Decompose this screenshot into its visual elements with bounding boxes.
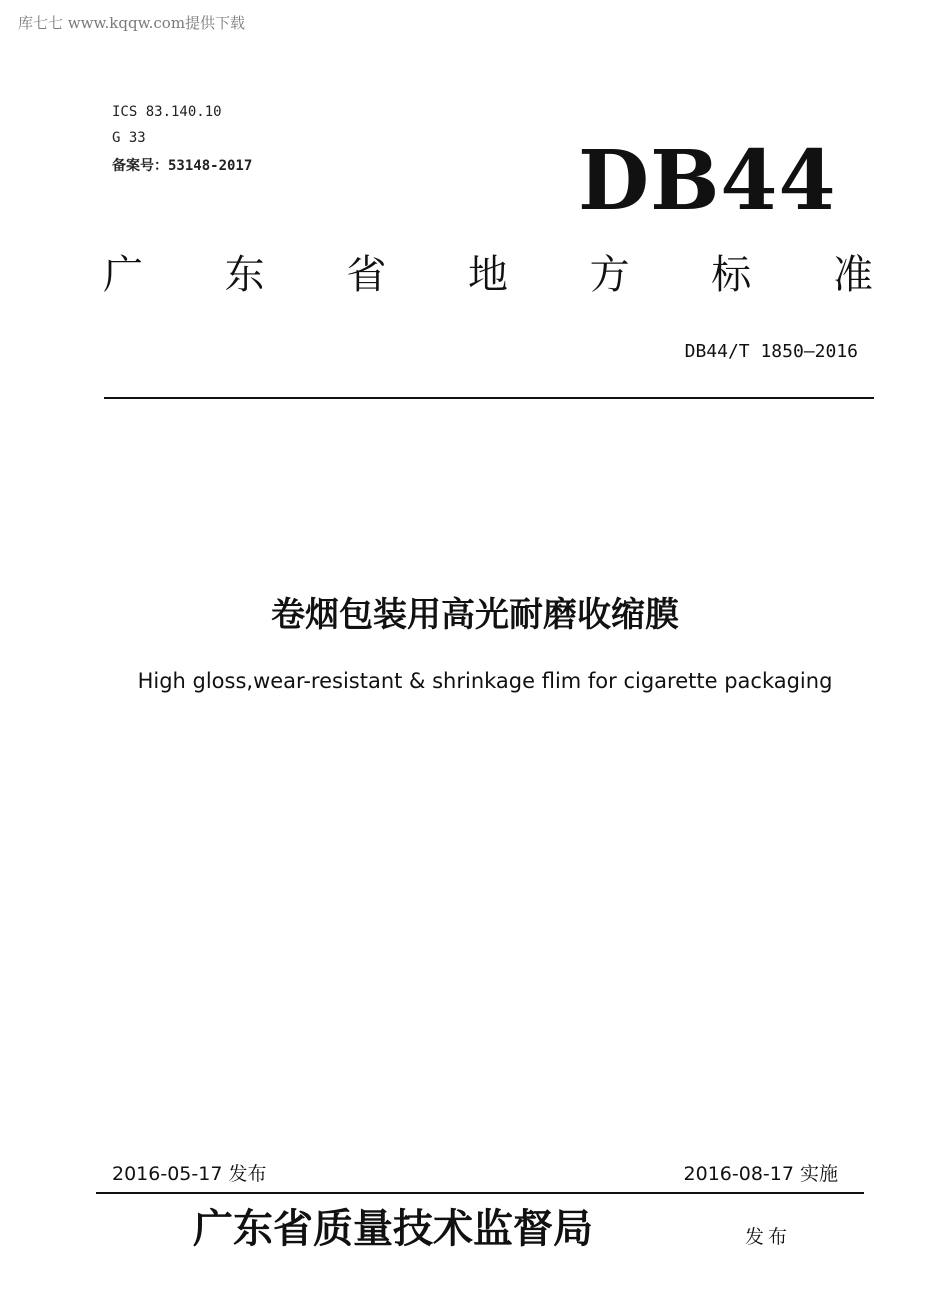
ccs-code: G 33 (112, 130, 146, 146)
standard-type-char: 省 (346, 252, 387, 298)
implement-date: 2016-08-17 实施 (683, 1163, 838, 1185)
standard-type-char: 东 (224, 252, 265, 298)
publish-date: 2016-05-17 发布 (112, 1163, 267, 1185)
watermark-text: 库七七 www.kqqw.com提供下载 (18, 14, 246, 32)
standard-type-heading (103, 250, 873, 300)
db44-logo: DB44 (578, 133, 837, 229)
filing-number: 备案号：53148-2017 (112, 158, 253, 174)
standard-type-char: 标 (711, 252, 752, 298)
issuer-name: 广东省质量技术监督局 (193, 1205, 593, 1252)
standard-type-char: 方 (589, 252, 630, 298)
title-chinese: 卷烟包装用高光耐磨收缩膜 (271, 595, 679, 635)
standard-number: DB44/T 1850—2016 (684, 341, 858, 362)
standard-type-char: 广 (103, 252, 143, 298)
title-english: High gloss,wear-resistant & shrinkage flim for cigarette packaging (137, 669, 833, 693)
issue-label: 发布 (745, 1226, 792, 1248)
standard-type-char: 地 (467, 252, 508, 298)
footer-divider (96, 1192, 864, 1194)
ics-code: ICS 83.140.10 (112, 104, 222, 120)
standard-type-char: 准 (832, 252, 873, 298)
header-divider (104, 397, 874, 399)
